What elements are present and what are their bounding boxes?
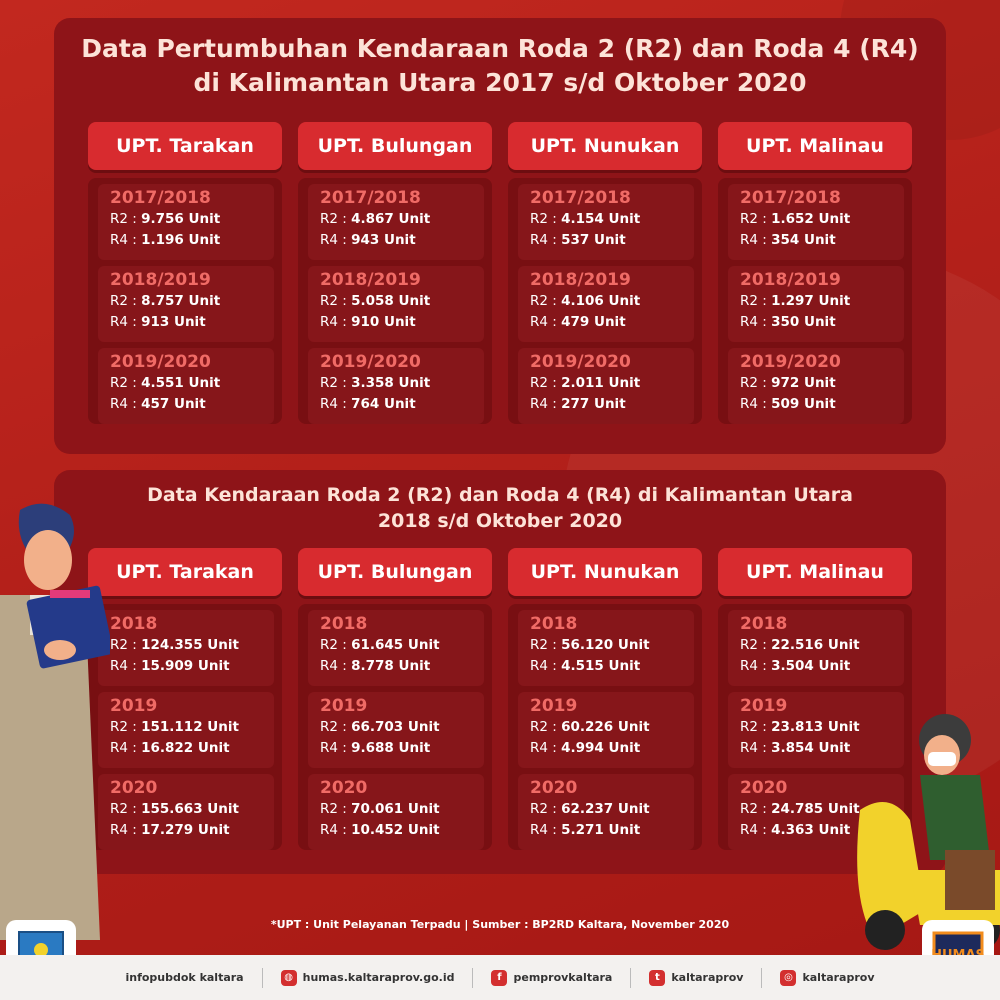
r4-label: R4 : bbox=[530, 822, 562, 838]
year-block bbox=[98, 266, 274, 342]
vehicle-data-panel bbox=[54, 470, 946, 874]
year-block bbox=[518, 348, 694, 424]
r2-row bbox=[740, 373, 894, 394]
year-label: 2018 bbox=[320, 614, 368, 634]
r2-label: R2 : bbox=[110, 801, 142, 817]
infopubdok-label bbox=[125, 971, 243, 984]
r4-row bbox=[740, 312, 894, 333]
r2-value: 4.154 Unit bbox=[561, 211, 641, 227]
r4-label: R4 : bbox=[110, 822, 142, 838]
r2-label: R2 : bbox=[110, 375, 142, 391]
r4-value: 5.271 Unit bbox=[561, 822, 641, 838]
r2-row bbox=[320, 635, 474, 656]
upt-data-box bbox=[508, 604, 702, 850]
r2-label: R2 : bbox=[320, 211, 352, 227]
r4-value: 4.363 Unit bbox=[771, 822, 851, 838]
r4-value: 3.504 Unit bbox=[771, 658, 851, 674]
r2-value: 61.645 Unit bbox=[351, 637, 440, 653]
r4-row bbox=[740, 230, 894, 251]
r2-row bbox=[320, 799, 474, 820]
r4-row bbox=[110, 312, 264, 333]
r4-value: 3.854 Unit bbox=[771, 740, 851, 756]
year-block bbox=[308, 692, 484, 768]
r2-row bbox=[320, 717, 474, 738]
r2-row bbox=[740, 635, 894, 656]
r2-row bbox=[110, 209, 264, 230]
year-block bbox=[728, 184, 904, 260]
r2-label: R2 : bbox=[530, 293, 562, 309]
r4-label: R4 : bbox=[320, 396, 352, 412]
year-label: 2017/2018 bbox=[110, 188, 211, 208]
twitter-text: kaltaraprov bbox=[671, 971, 744, 984]
r2-row bbox=[320, 291, 474, 312]
r4-row bbox=[530, 738, 684, 759]
r4-value: 537 Unit bbox=[561, 232, 626, 248]
r4-row bbox=[530, 394, 684, 415]
instagram-link[interactable] bbox=[780, 970, 874, 986]
year-block bbox=[518, 692, 694, 768]
r2-label: R2 : bbox=[530, 375, 562, 391]
r2-row bbox=[740, 291, 894, 312]
upt-header: UPT. Bulungan bbox=[298, 548, 492, 596]
r2-row bbox=[110, 635, 264, 656]
title-line-2: di Kalimantan Utara 2017 s/d Oktober 2020 bbox=[193, 68, 807, 97]
year-label: 2019/2020 bbox=[530, 352, 631, 372]
r4-row bbox=[740, 394, 894, 415]
r4-value: 764 Unit bbox=[351, 396, 416, 412]
r4-value: 277 Unit bbox=[561, 396, 626, 412]
upt-column bbox=[508, 548, 702, 856]
r2-label: R2 : bbox=[530, 211, 562, 227]
r2-label: R2 : bbox=[740, 375, 772, 391]
upt-grid bbox=[88, 548, 912, 856]
year-label: 2019 bbox=[530, 696, 578, 716]
r4-value: 10.452 Unit bbox=[351, 822, 440, 838]
r2-label: R2 : bbox=[530, 801, 562, 817]
r4-value: 9.688 Unit bbox=[351, 740, 431, 756]
year-label: 2020 bbox=[530, 778, 578, 798]
r2-label: R2 : bbox=[320, 719, 352, 735]
r2-label: R2 : bbox=[530, 637, 562, 653]
r2-value: 9.756 Unit bbox=[141, 211, 221, 227]
year-block bbox=[518, 610, 694, 686]
r4-label: R4 : bbox=[530, 232, 562, 248]
r4-label: R4 : bbox=[320, 314, 352, 330]
year-block bbox=[728, 610, 904, 686]
r2-label: R2 : bbox=[110, 637, 142, 653]
r4-value: 16.822 Unit bbox=[141, 740, 230, 756]
twitter-icon: t bbox=[649, 970, 665, 986]
year-label: 2018/2019 bbox=[530, 270, 631, 290]
r2-value: 4.106 Unit bbox=[561, 293, 641, 309]
r4-row bbox=[110, 738, 264, 759]
r4-value: 479 Unit bbox=[561, 314, 626, 330]
divider bbox=[472, 968, 473, 988]
r4-row bbox=[110, 820, 264, 841]
upt-column bbox=[508, 122, 702, 430]
upt-data-box bbox=[88, 178, 282, 424]
r2-value: 22.516 Unit bbox=[771, 637, 860, 653]
divider bbox=[761, 968, 762, 988]
r4-value: 4.994 Unit bbox=[561, 740, 641, 756]
r4-label: R4 : bbox=[530, 314, 562, 330]
year-block bbox=[728, 348, 904, 424]
year-block bbox=[98, 774, 274, 850]
r4-label: R4 : bbox=[740, 740, 772, 756]
r4-row bbox=[530, 656, 684, 677]
facebook-icon: f bbox=[491, 970, 507, 986]
r2-value: 3.358 Unit bbox=[351, 375, 431, 391]
r4-value: 15.909 Unit bbox=[141, 658, 230, 674]
r2-row bbox=[110, 291, 264, 312]
growth-data-panel bbox=[54, 18, 946, 454]
divider bbox=[262, 968, 263, 988]
divider bbox=[630, 968, 631, 988]
r2-label: R2 : bbox=[740, 801, 772, 817]
r4-label: R4 : bbox=[110, 740, 142, 756]
r4-value: 350 Unit bbox=[771, 314, 836, 330]
r4-row bbox=[110, 230, 264, 251]
year-block bbox=[518, 184, 694, 260]
upt-header: UPT. Malinau bbox=[718, 548, 912, 596]
upt-column bbox=[718, 122, 912, 430]
r4-row bbox=[530, 230, 684, 251]
facebook-text: pemprovkaltara bbox=[513, 971, 613, 984]
year-block bbox=[308, 348, 484, 424]
year-block bbox=[98, 692, 274, 768]
r4-label: R4 : bbox=[740, 822, 772, 838]
year-block bbox=[518, 266, 694, 342]
year-block bbox=[308, 610, 484, 686]
year-label: 2018/2019 bbox=[740, 270, 841, 290]
r4-row bbox=[320, 738, 474, 759]
r4-value: 354 Unit bbox=[771, 232, 836, 248]
growth-data-title bbox=[54, 32, 946, 100]
title-line-1: Data Pertumbuhan Kendaraan Roda 2 (R2) dan Roda 4 (R4) bbox=[81, 34, 919, 63]
upt-column bbox=[88, 548, 282, 856]
r4-row bbox=[530, 312, 684, 333]
r2-value: 60.226 Unit bbox=[561, 719, 650, 735]
year-block bbox=[308, 774, 484, 850]
year-block bbox=[98, 184, 274, 260]
r4-value: 509 Unit bbox=[771, 396, 836, 412]
r2-label: R2 : bbox=[320, 801, 352, 817]
year-label: 2019/2020 bbox=[320, 352, 421, 372]
r2-value: 124.355 Unit bbox=[141, 637, 239, 653]
twitter-link[interactable] bbox=[649, 970, 743, 986]
upt-data-box bbox=[298, 178, 492, 424]
upt-header: UPT. Tarakan bbox=[88, 122, 282, 170]
r4-label: R4 : bbox=[320, 740, 352, 756]
year-label: 2018/2019 bbox=[320, 270, 421, 290]
vehicle-data-title bbox=[54, 482, 946, 534]
year-label: 2017/2018 bbox=[740, 188, 841, 208]
scooter-rider-illustration bbox=[850, 700, 1000, 950]
year-label: 2019/2020 bbox=[740, 352, 841, 372]
r2-label: R2 : bbox=[740, 293, 772, 309]
year-block bbox=[518, 774, 694, 850]
r4-value: 4.515 Unit bbox=[561, 658, 641, 674]
r2-value: 70.061 Unit bbox=[351, 801, 440, 817]
r2-row bbox=[530, 635, 684, 656]
r4-label: R4 : bbox=[110, 396, 142, 412]
r2-value: 1.297 Unit bbox=[771, 293, 851, 309]
r2-label: R2 : bbox=[740, 719, 772, 735]
r2-row bbox=[530, 209, 684, 230]
r4-label: R4 : bbox=[530, 396, 562, 412]
r2-label: R2 : bbox=[740, 211, 772, 227]
r4-row bbox=[110, 394, 264, 415]
upt-data-box bbox=[298, 604, 492, 850]
r4-value: 910 Unit bbox=[351, 314, 416, 330]
r4-label: R4 : bbox=[740, 658, 772, 674]
upt-data-box bbox=[718, 178, 912, 424]
r4-value: 913 Unit bbox=[141, 314, 206, 330]
year-label: 2020 bbox=[320, 778, 368, 798]
r2-row bbox=[320, 373, 474, 394]
r2-value: 8.757 Unit bbox=[141, 293, 221, 309]
r2-row bbox=[110, 373, 264, 394]
r2-value: 1.652 Unit bbox=[771, 211, 851, 227]
r2-label: R2 : bbox=[320, 637, 352, 653]
r2-value: 972 Unit bbox=[771, 375, 836, 391]
year-label: 2018 bbox=[740, 614, 788, 634]
year-label: 2019 bbox=[110, 696, 158, 716]
r2-row bbox=[530, 373, 684, 394]
r2-value: 151.112 Unit bbox=[141, 719, 239, 735]
r4-row bbox=[110, 656, 264, 677]
facebook-link[interactable] bbox=[491, 970, 612, 986]
r4-row bbox=[320, 230, 474, 251]
r4-row bbox=[320, 394, 474, 415]
r2-value: 155.663 Unit bbox=[141, 801, 239, 817]
instagram-text: kaltaraprov bbox=[802, 971, 875, 984]
officer-illustration bbox=[0, 500, 110, 950]
r2-label: R2 : bbox=[530, 719, 562, 735]
title-line-2: 2018 s/d Oktober 2020 bbox=[377, 510, 623, 532]
r2-row bbox=[320, 209, 474, 230]
r2-row bbox=[740, 209, 894, 230]
r4-label: R4 : bbox=[110, 232, 142, 248]
r2-row bbox=[530, 799, 684, 820]
r4-label: R4 : bbox=[320, 232, 352, 248]
r4-value: 1.196 Unit bbox=[141, 232, 221, 248]
year-block bbox=[728, 266, 904, 342]
r4-row bbox=[320, 820, 474, 841]
r2-value: 62.237 Unit bbox=[561, 801, 650, 817]
website-link[interactable] bbox=[281, 970, 455, 986]
r2-label: R2 : bbox=[110, 719, 142, 735]
r2-value: 23.813 Unit bbox=[771, 719, 860, 735]
r2-value: 4.551 Unit bbox=[141, 375, 221, 391]
year-label: 2017/2018 bbox=[530, 188, 631, 208]
r2-label: R2 : bbox=[110, 211, 142, 227]
globe-icon: ◍ bbox=[281, 970, 297, 986]
r2-value: 2.011 Unit bbox=[561, 375, 641, 391]
r2-row bbox=[110, 799, 264, 820]
r4-value: 17.279 Unit bbox=[141, 822, 230, 838]
upt-header: UPT. Nunukan bbox=[508, 548, 702, 596]
r4-row bbox=[530, 820, 684, 841]
r4-label: R4 : bbox=[530, 740, 562, 756]
r2-row bbox=[110, 717, 264, 738]
upt-data-box bbox=[88, 604, 282, 850]
r4-value: 457 Unit bbox=[141, 396, 206, 412]
r2-value: 56.120 Unit bbox=[561, 637, 650, 653]
r2-label: R2 : bbox=[320, 293, 352, 309]
year-label: 2019 bbox=[320, 696, 368, 716]
year-label: 2020 bbox=[740, 778, 788, 798]
upt-header: UPT. Malinau bbox=[718, 122, 912, 170]
year-label: 2019 bbox=[740, 696, 788, 716]
r4-label: R4 : bbox=[740, 232, 772, 248]
r2-value: 66.703 Unit bbox=[351, 719, 440, 735]
year-block bbox=[98, 610, 274, 686]
upt-column bbox=[298, 548, 492, 856]
r2-row bbox=[530, 291, 684, 312]
footnote: *UPT : Unit Pelayanan Terpadu | Sumber : BP2RD Kaltara, November 2020 bbox=[270, 918, 730, 931]
year-block bbox=[308, 266, 484, 342]
instagram-icon: ◎ bbox=[780, 970, 796, 986]
upt-column bbox=[88, 122, 282, 430]
r4-label: R4 : bbox=[320, 658, 352, 674]
r4-row bbox=[320, 656, 474, 677]
year-label: 2020 bbox=[110, 778, 158, 798]
r4-value: 943 Unit bbox=[351, 232, 416, 248]
upt-grid bbox=[88, 122, 912, 430]
upt-header: UPT. Bulungan bbox=[298, 122, 492, 170]
r2-value: 4.867 Unit bbox=[351, 211, 431, 227]
year-label: 2017/2018 bbox=[320, 188, 421, 208]
infopubdok-text: infopubdok kaltara bbox=[125, 971, 244, 984]
upt-column bbox=[298, 122, 492, 430]
r4-label: R4 : bbox=[110, 658, 142, 674]
r4-label: R4 : bbox=[530, 658, 562, 674]
year-label: 2018/2019 bbox=[110, 270, 211, 290]
r2-row bbox=[530, 717, 684, 738]
r2-value: 24.785 Unit bbox=[771, 801, 860, 817]
title-line-1: Data Kendaraan Roda 2 (R2) dan Roda 4 (R4) di Kalimantan Utara bbox=[147, 484, 853, 506]
upt-header: UPT. Nunukan bbox=[508, 122, 702, 170]
year-block bbox=[98, 348, 274, 424]
upt-data-box bbox=[508, 178, 702, 424]
r2-value: 5.058 Unit bbox=[351, 293, 431, 309]
r4-label: R4 : bbox=[320, 822, 352, 838]
year-label: 2018 bbox=[110, 614, 158, 634]
r4-row bbox=[320, 312, 474, 333]
r4-label: R4 : bbox=[740, 396, 772, 412]
year-label: 2019/2020 bbox=[110, 352, 211, 372]
upt-header: UPT. Tarakan bbox=[88, 548, 282, 596]
footer-bar bbox=[0, 955, 1000, 1000]
r2-label: R2 : bbox=[110, 293, 142, 309]
r4-label: R4 : bbox=[740, 314, 772, 330]
r4-value: 8.778 Unit bbox=[351, 658, 431, 674]
r4-label: R4 : bbox=[110, 314, 142, 330]
year-block bbox=[308, 184, 484, 260]
r2-label: R2 : bbox=[740, 637, 772, 653]
year-label: 2018 bbox=[530, 614, 578, 634]
r4-row bbox=[740, 656, 894, 677]
website-text: humas.kaltaraprov.go.id bbox=[302, 971, 455, 984]
r2-label: R2 : bbox=[320, 375, 352, 391]
